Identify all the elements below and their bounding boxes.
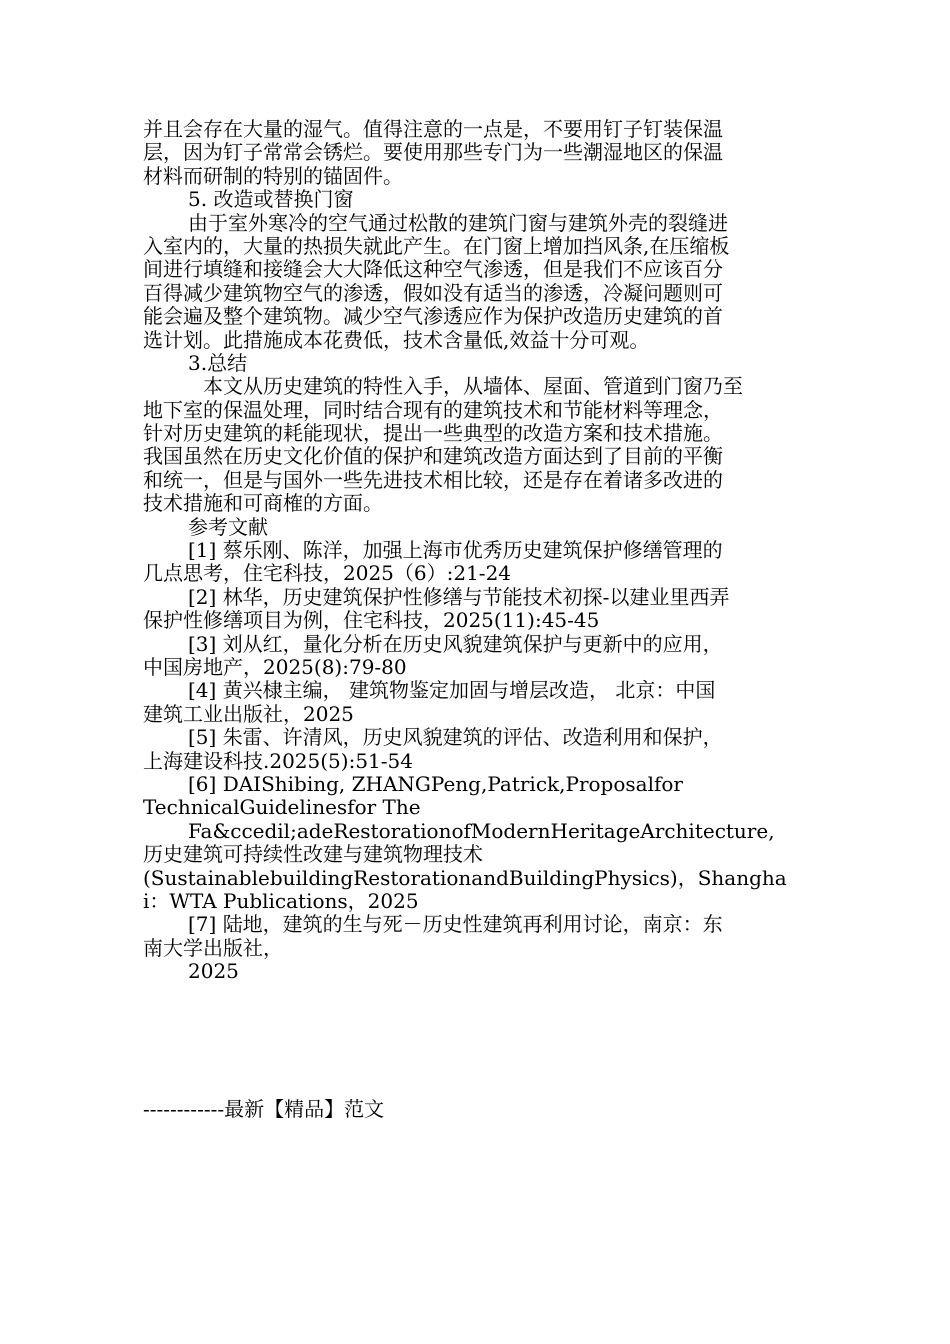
text-line: 技术措施和可商榷的方面。: [143, 491, 383, 516]
text-line: 本文从历史建筑的特性入手，从墙体、屋面、管道到门窗乃至: [203, 374, 743, 399]
text-line: 选计划。此措施成本花费低，技术含量低,效益十分可观。: [143, 327, 650, 352]
text-line: 材料而研制的特别的锚固件。: [143, 163, 403, 188]
text-line: 中国房地产，2025(8):79-80: [143, 654, 407, 679]
text-line: 百得减少建筑物空气的渗透，假如没有适当的渗透，冷凝问题则可: [143, 280, 723, 305]
text-line: 层，因为钉子常常会锈烂。要使用那些专门为一些潮湿地区的保温: [143, 140, 723, 165]
text-line: 5. 改造或替换门窗: [188, 187, 354, 212]
text-line: [1] 蔡乐刚、陈洋，加强上海市优秀历史建筑保护修缮管理的: [188, 538, 723, 563]
text-line: [4] 黄兴棣主编， 建筑物鉴定加固与增层改造， 北京：中国: [188, 678, 716, 703]
text-line: 南大学出版社，: [143, 935, 283, 960]
text-line: 几点思考，住宅科技，2025（6）:21-24: [143, 561, 512, 586]
text-line: 历史建筑可持续性改建与建筑物理技术: [143, 842, 483, 867]
text-line: 和统一，但是与国外一些先进技术相比较，还是存在着诸多改进的: [143, 467, 723, 492]
text-line: 针对历史建筑的耗能现状，提出一些典型的改造方案和技术措施。: [143, 421, 723, 446]
footer-tagline: ------------最新【精品】范文: [143, 1097, 385, 1121]
text-line: 3.总结: [188, 350, 248, 375]
text-line: 由于室外寒冷的空气通过松散的建筑门窗与建筑外壳的裂缝进: [188, 210, 728, 235]
text-line: [6] DAIShibing, ZHANGPeng,Patrick,Proposalfor: [188, 771, 683, 796]
text-line: 上海建设科技.2025(5):51-54: [143, 748, 413, 773]
text-line: 参考文献: [188, 514, 268, 539]
document-body: [143, 118, 803, 983]
text-line: 入室内的，大量的热损失就此产生。在门窗上增加挡风条,在压缩板: [143, 233, 730, 258]
text-line: [2] 林华，历史建筑保护性修缮与节能技术初探-以建业里西弄: [188, 584, 730, 609]
text-line: 2025: [188, 959, 239, 984]
text-line: 并且会存在大量的湿气。值得注意的一点是，不要用钉子钉装保温: [143, 117, 723, 141]
text-line: (SustainablebuildingRestorationandBuildingPhysics)，Shangha: [143, 865, 787, 890]
text-line: 建筑工业出版社，2025: [143, 701, 354, 726]
text-line: i：WTA Publications，2025: [143, 888, 419, 913]
text-line: [5] 朱雷、许清风，历史风貌建筑的评估、改造利用和保护，: [188, 725, 723, 750]
text-line: 间进行填缝和接缝会大大降低这种空气渗透，但是我们不应该百分: [143, 257, 723, 282]
text-line: [3] 刘从红，量化分析在历史风貌建筑保护与更新中的应用，: [188, 631, 723, 656]
text-line: 地下室的保温处理，同时结合现有的建筑技术和节能材料等理念，: [143, 397, 723, 422]
text-line: 能会遍及整个建筑物。减少空气渗透应作为保护改造历史建筑的首: [143, 304, 723, 329]
text-line: 保护性修缮项目为例，住宅科技，2025(11):45-45: [143, 608, 600, 633]
text-line: [7] 陆地，建筑的生与死－历史性建筑再利用讨论，南京：东: [188, 912, 723, 937]
text-line: Fa&ccedil;adeRestorationofModernHeritageArchitecture,: [188, 818, 775, 843]
text-line: 我国虽然在历史文化价值的保护和建筑改造方面达到了目前的平衡: [143, 444, 723, 469]
text-line: TechnicalGuidelinesfor The: [143, 795, 421, 820]
